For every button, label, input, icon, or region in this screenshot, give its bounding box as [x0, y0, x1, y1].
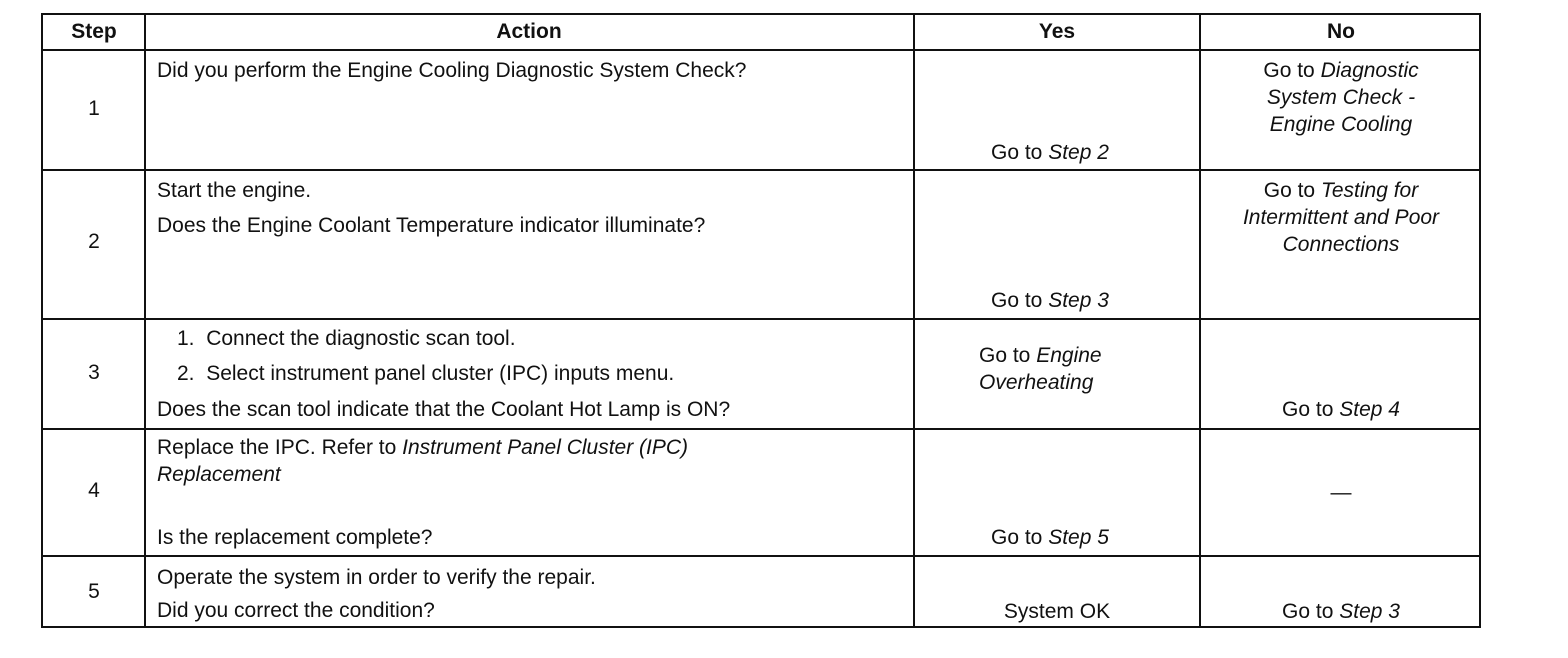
row1-no-link-2[interactable]: System Check -: [1266, 86, 1416, 109]
row-divider: [43, 49, 1479, 51]
row3-yes-prefix: Go to: [979, 344, 1037, 367]
header-action: Action: [496, 20, 562, 43]
diagnostic-table: [41, 13, 1481, 628]
row2-yes-link[interactable]: Step 3: [1048, 289, 1109, 312]
row2-no-link-1[interactable]: Testing for: [1320, 179, 1419, 202]
row-divider: [43, 318, 1479, 320]
row3-item1-num: 1.: [177, 327, 195, 350]
row1-yes-link[interactable]: Step 2: [1048, 141, 1109, 164]
row-divider: [43, 555, 1479, 557]
row5-action-line2: Did you correct the condition?: [157, 599, 435, 622]
row2-no-prefix: Go to: [1263, 179, 1321, 202]
row1-yes[interactable]: [991, 139, 1109, 166]
row4-action-link-2[interactable]: Replacement: [157, 463, 281, 486]
row1-no-prefix: Go to: [1263, 59, 1321, 82]
row2-action-line1: Start the engine.: [157, 179, 312, 202]
row1-no-link-1[interactable]: Diagnostic: [1320, 59, 1419, 82]
row5-no-link[interactable]: Step 3: [1339, 600, 1400, 623]
row3-no[interactable]: [1201, 396, 1481, 423]
row4-action-link-1[interactable]: Instrument Panel Cluster (IPC): [402, 436, 689, 459]
row2-no-link-3[interactable]: Connections: [1282, 233, 1400, 256]
row1-yes-prefix: Go to: [991, 141, 1049, 164]
row2-yes-prefix: Go to: [991, 289, 1049, 312]
row5-no-prefix: Go to: [1282, 600, 1340, 623]
step-number-4: 4: [88, 479, 100, 502]
row5-action-line1: Operate the system in order to verify the repair.: [157, 566, 596, 589]
step-number-5: 5: [88, 580, 100, 603]
row3-item2-num: 2.: [177, 362, 195, 385]
header-yes: Yes: [1038, 20, 1076, 43]
row2-no[interactable]: [1201, 177, 1481, 258]
step-number-1: 1: [88, 97, 100, 120]
row4-no-dash: —: [1330, 481, 1352, 504]
row1-action-text: Did you perform the Engine Cooling Diagnostic System Check?: [157, 59, 747, 82]
row3-no-link[interactable]: Step 4: [1339, 398, 1400, 421]
row4-yes[interactable]: [991, 524, 1109, 551]
row3-yes-link-1[interactable]: Engine: [1036, 344, 1102, 367]
step-number-2: 2: [88, 230, 100, 253]
row1-no[interactable]: [1201, 57, 1481, 138]
row5-yes: System OK: [1003, 600, 1111, 623]
row3-yes[interactable]: [979, 342, 1102, 396]
row3-item1-text: Connect the diagnostic scan tool.: [206, 327, 516, 350]
row4-yes-link[interactable]: Step 5: [1048, 526, 1109, 549]
row-divider: [43, 169, 1479, 171]
header-step: Step: [71, 20, 117, 43]
header-no: No: [1327, 20, 1355, 43]
row5-no[interactable]: [1201, 598, 1481, 625]
row2-action-line2: Does the Engine Coolant Temperature indicator illuminate?: [157, 214, 706, 237]
row4-action: [157, 434, 688, 488]
row2-no-link-2[interactable]: Intermittent and Poor: [1242, 206, 1440, 229]
row3-yes-link-2[interactable]: Overheating: [979, 371, 1094, 394]
row4-yes-prefix: Go to: [991, 526, 1049, 549]
column-divider: [913, 15, 915, 626]
row1-no-link-3[interactable]: Engine Cooling: [1269, 113, 1413, 136]
row3-action-item-2: [177, 360, 674, 387]
row4-action-question: Is the replacement complete?: [157, 526, 433, 549]
step-number-3: 3: [88, 361, 100, 384]
row3-action-question: Does the scan tool indicate that the Coolant Hot Lamp is ON?: [157, 398, 731, 421]
row2-yes[interactable]: [991, 287, 1109, 314]
row4-action-prefix: Replace the IPC. Refer to: [157, 436, 403, 459]
row3-action-item-1: [177, 325, 516, 352]
row-divider: [43, 428, 1479, 430]
row3-no-prefix: Go to: [1282, 398, 1340, 421]
row3-item2-text: Select instrument panel cluster (IPC) inputs menu.: [206, 362, 675, 385]
